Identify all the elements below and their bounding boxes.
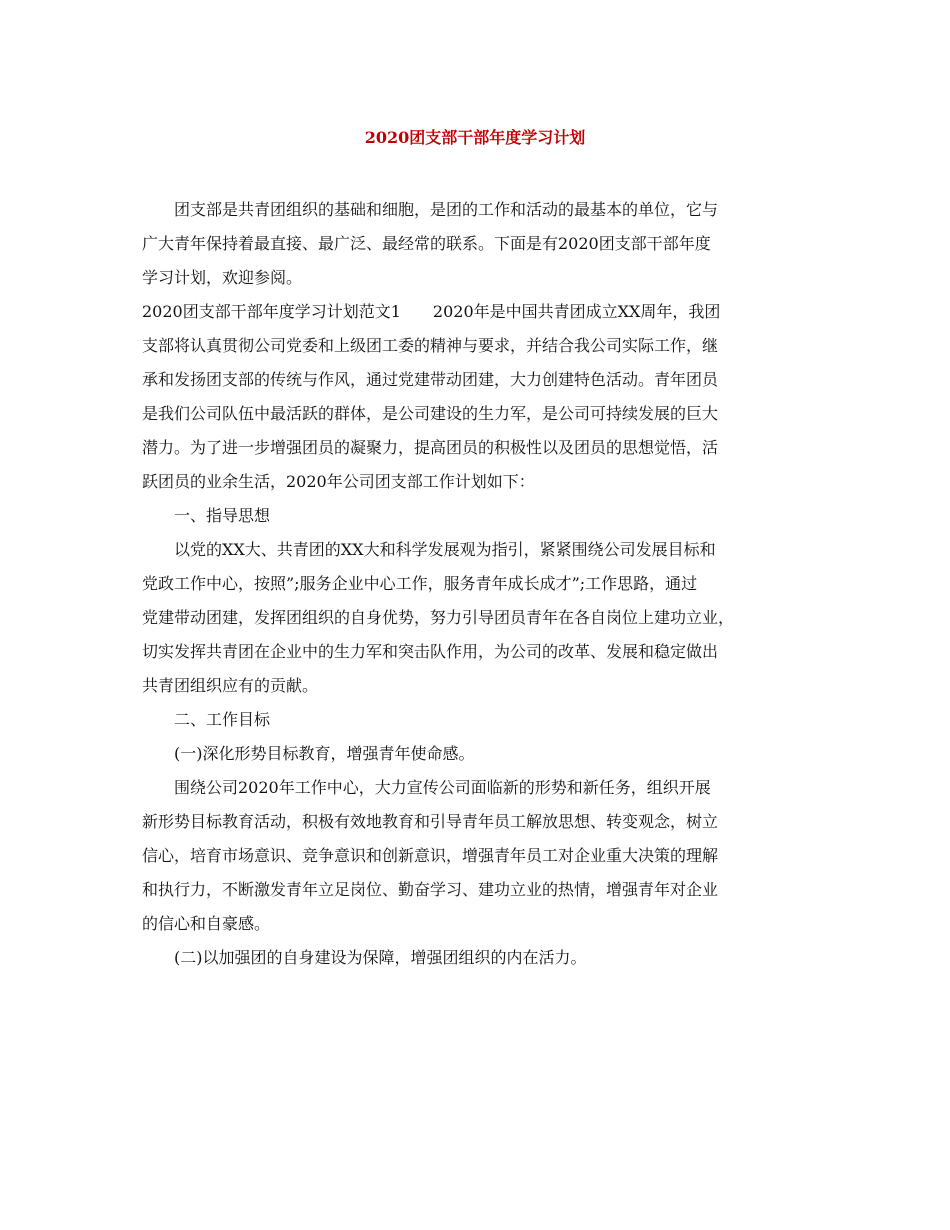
document-title: 2020团支部干部年度学习计划 bbox=[364, 128, 586, 147]
text-line: 切实发挥共青团在企业中的生力军和突击队作用，为公司的改革、发展和稳定做出 bbox=[142, 642, 719, 661]
text-line: 跃团员的业余生活，2020年公司团支部工作计划如下： bbox=[142, 472, 535, 491]
text-line: 的信心和自豪感。 bbox=[142, 914, 271, 933]
text-line: 团支部是共青团组织的基础和细胞，是团的工作和活动的最基本的单位，它与 bbox=[174, 200, 719, 219]
text-line: 信心，培育市场意识、竞争意识和创新意识，增强青年员工对企业重大决策的理解 bbox=[142, 846, 719, 865]
subsection-heading: (一)深化形势目标教育，增强青年使命感。 bbox=[174, 744, 475, 763]
text-line: 和执行力，不断激发青年立足岗位、勤奋学习、建功立业的热情，增强青年对企业 bbox=[142, 880, 719, 899]
text-line: 潜力。为了进一步增强团员的凝聚力，提高团员的积极性以及团员的思想觉悟，活 bbox=[142, 438, 719, 457]
text-line: 2020团支部干部年度学习计划范文1 2020年是中国共青团成立XX周年，我团 bbox=[142, 302, 721, 321]
section-heading: 一、指导思想 bbox=[174, 506, 271, 525]
text-line: 学习计划，欢迎参阅。 bbox=[142, 268, 303, 287]
text-line: 支部将认真贯彻公司党委和上级团工委的精神与要求，并结合我公司实际工作，继 bbox=[142, 336, 719, 355]
section-heading: 二、工作目标 bbox=[174, 710, 271, 729]
text-line: 围绕公司2020年工作中心，大力宣传公司面临新的形势和新任务，组织开展 bbox=[174, 778, 711, 797]
text-line: 新形势目标教育活动，积极有效地教育和引导青年员工解放思想、转变观念，树立 bbox=[142, 812, 719, 831]
text-line: 是我们公司队伍中最活跃的群体，是公司建设的生力军，是公司可持续发展的巨大 bbox=[142, 404, 719, 423]
text-line: 共青团组织应有的贡献。 bbox=[142, 676, 319, 695]
text-line: 党政工作中心，按照”;服务企业中心工作，服务青年成长成才”;工作思路，通过 bbox=[142, 574, 698, 593]
text-line: 广大青年保持着最直接、最广泛、最经常的联系。下面是有2020团支部干部年度 bbox=[142, 234, 711, 253]
text-line: 承和发扬团支部的传统与作风，通过党建带动团建，大力创建特色活动。青年团员 bbox=[142, 370, 719, 389]
text-line: 党建带动团建，发挥团组织的自身优势，努力引导团员青年在各自岗位上建功立业， bbox=[142, 608, 735, 627]
text-line: 以党的XX大、共青团的XX大和科学发展观为指引，紧紧围绕公司发展目标和 bbox=[174, 540, 716, 559]
subsection-heading: (二)以加强团的自身建设为保障，增强团组织的内在活力。 bbox=[174, 948, 587, 967]
